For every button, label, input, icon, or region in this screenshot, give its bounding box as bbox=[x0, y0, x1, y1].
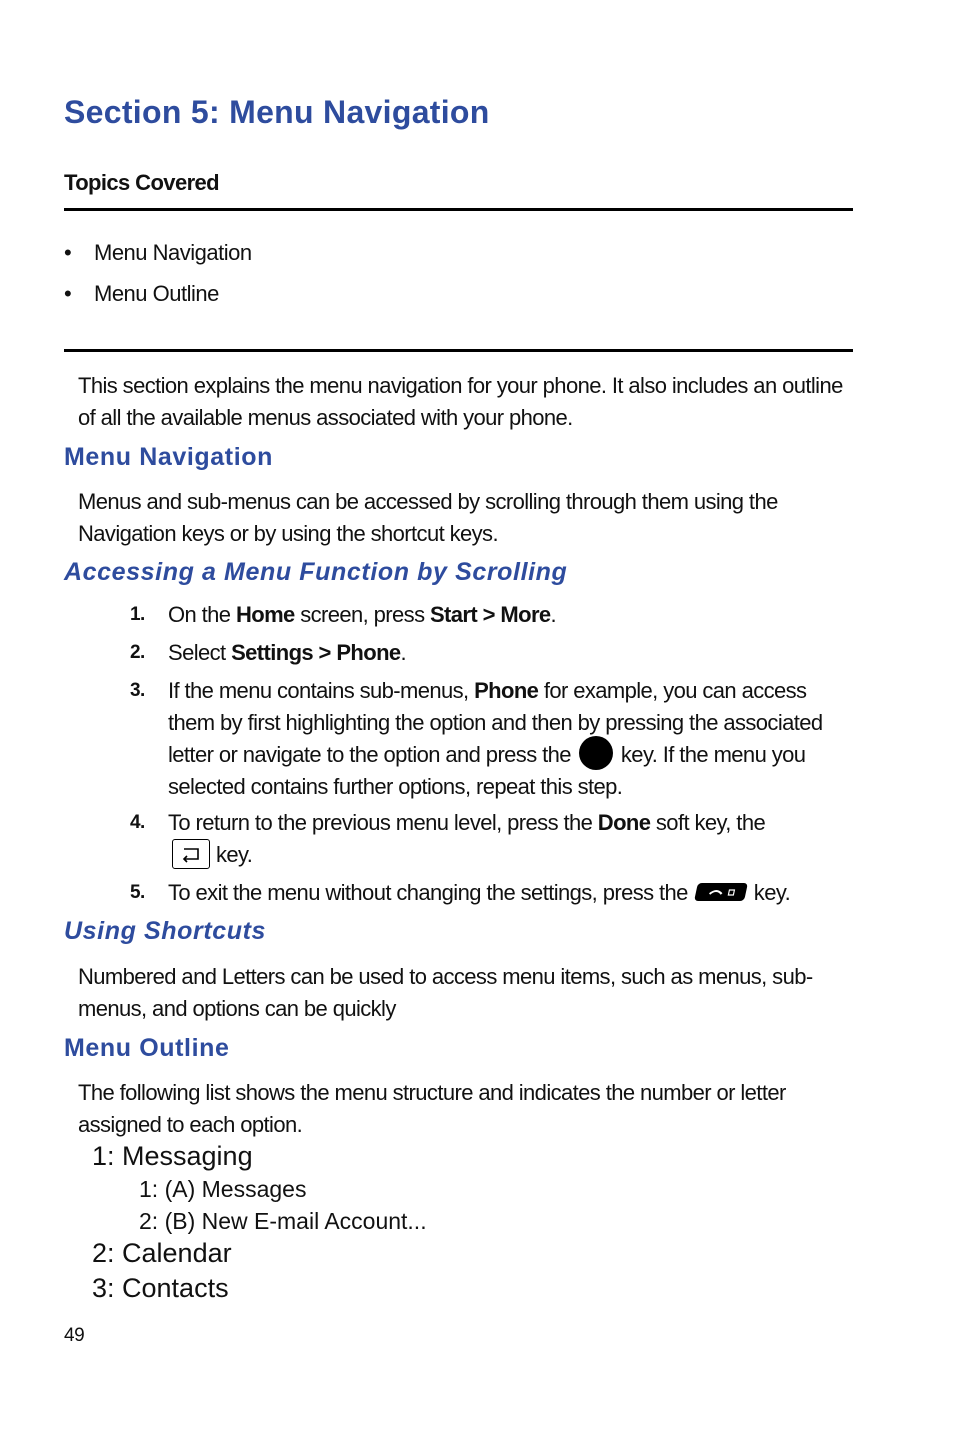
section-title: Section 5: Menu Navigation bbox=[64, 94, 490, 130]
top-divider bbox=[64, 208, 853, 211]
menu-navigation-heading: Menu Navigation bbox=[64, 443, 274, 471]
step-4: 4. To return to the previous menu level, press the Done soft key, the key. bbox=[130, 807, 860, 873]
outline-subitem-messages: 1: (A) Messages bbox=[139, 1176, 307, 1202]
topics-covered-label: Topics Covered bbox=[64, 170, 220, 195]
bullet-icon: • bbox=[64, 240, 72, 265]
menu-navigation-paragraph: Menus and sub-menus can be accessed by scrolling through them using the Navigation keys or by using the shortcut keys. bbox=[78, 489, 778, 546]
shortcuts-paragraph: Numbered and Letters can be used to access menu items, such as menus, sub-menus, and options can be quickly bbox=[78, 964, 813, 1021]
outline-item-calendar: 2: Calendar bbox=[92, 1238, 232, 1268]
page-number: 49 bbox=[64, 1325, 85, 1346]
outline-item-contacts: 3: Contacts bbox=[92, 1273, 229, 1303]
intro-paragraph: This section explains the menu navigation for your phone. It also includes an outline of all the available menus associated with your phone. bbox=[78, 373, 843, 430]
topic-item-menu-navigation: • Menu Navigation bbox=[64, 240, 252, 265]
outline-subitem-new-email-account: 2: (B) New E-mail Account... bbox=[139, 1208, 427, 1234]
outline-item-messaging: 1: Messaging bbox=[92, 1141, 253, 1171]
scrolling-heading: Accessing a Menu Function by Scrolling bbox=[64, 558, 568, 586]
end-key-icon bbox=[694, 883, 748, 901]
menu-outline-heading: Menu Outline bbox=[64, 1034, 230, 1062]
round-ok-key-icon bbox=[579, 736, 613, 770]
shortcuts-heading: Using Shortcuts bbox=[64, 917, 267, 945]
topic-item-menu-outline: • Menu Outline bbox=[64, 281, 219, 306]
step-1: 1. On the Home screen, press Start > More. bbox=[130, 602, 557, 627]
step-5: 5. To exit the menu without changing the settings, press the key. bbox=[130, 880, 791, 905]
step-3: 3. If the menu contains sub-menus, Phone for example, you can access them by first highlighting the option and then by pressing the associated letter or navigate to the option and press the key. If the menu you selected contains further options, repeat this step. bbox=[130, 678, 823, 799]
bottom-divider bbox=[64, 349, 853, 352]
back-key-icon bbox=[172, 839, 210, 869]
step-2: 2. Select Settings > Phone. bbox=[130, 640, 407, 665]
menu-outline-paragraph: The following list shows the menu structure and indicates the number or letter assigned to each option. bbox=[78, 1080, 786, 1137]
bullet-icon: • bbox=[64, 281, 72, 306]
